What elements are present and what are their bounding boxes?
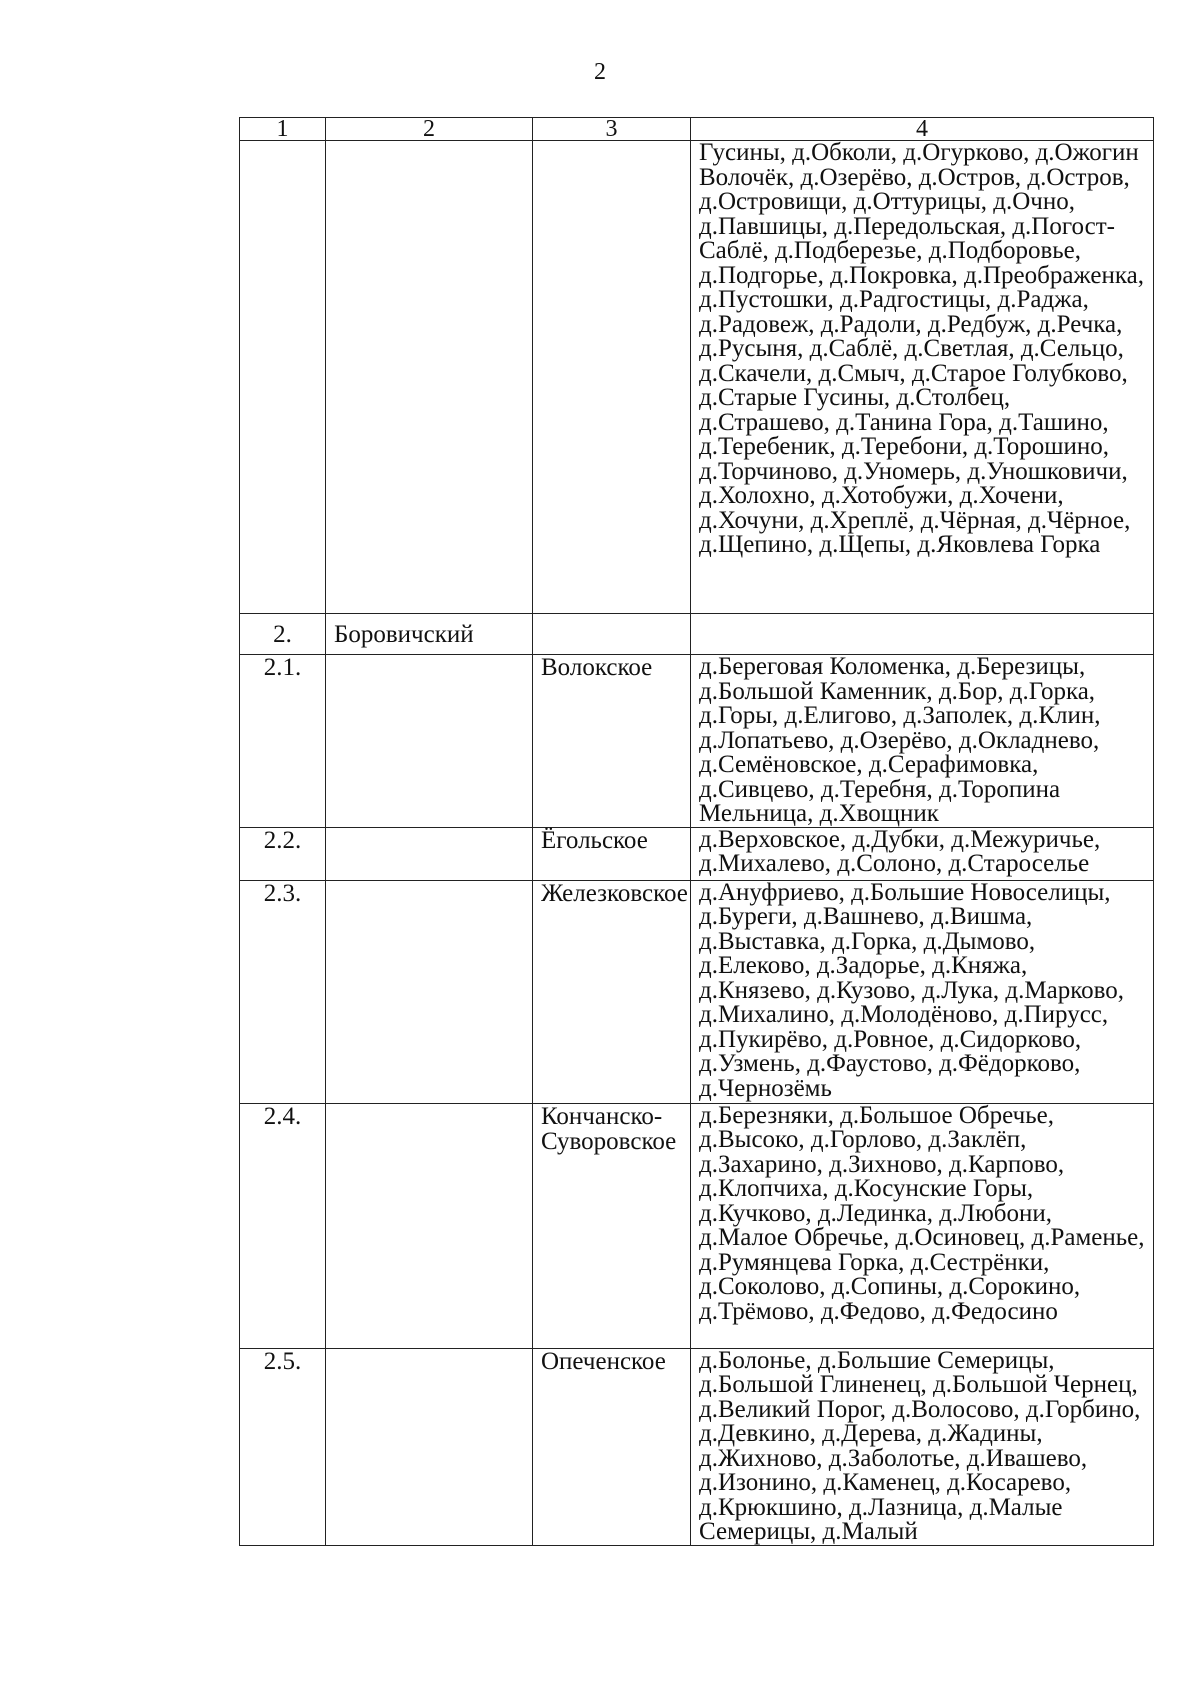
row-number: 2.1. (240, 655, 326, 828)
row-number: 2.3. (240, 880, 326, 1103)
table-body (240, 141, 1154, 1546)
table-row (240, 880, 1154, 1103)
villages-list: Гусины, д.Обколи, д.Огурково, д.Ожогин Волочёк, д.Озерёво, д.Остров, д.Остров, д.Островищи, д.Оттурицы, д.Очно, д.Павшицы, д.Передольская, д.Погост-Саблё, д.Подберезье, д.Подборовье, д.Подгорье, д.Покровка, д.Преображенка, д.Пустошки, д.Радгостицы, д.Раджа, д.Радовеж, д.Радоли, д.Редбуж, д.Речка, д.Русыня, д.Саблё, д.Светлая, д.Сельцо, д.Скачели, д.Смыч, д.Старое Голубково, д.Старые Гусины, д.Столбец, д.Страшево, д.Танина Гора, д.Ташино, д.Теребеник, д.Теребони, д.Торошино, д.Торчиново, д.Уномерь, д.Уношковичи, д.Холохно, д.Хотобужи, д.Хочени, д.Хочуни, д.Хреплё, д.Чёрная, д.Чёрное, д.Щепино, д.Щепы, д.Яковлева Горка (691, 141, 1154, 614)
district-name (326, 141, 533, 614)
settlement-name: Волокское (533, 655, 691, 828)
villages-list: д.Береговая Коломенка, д.Березицы, д.Большой Каменник, д.Бор, д.Горка, д.Горы, д.Елигово, д.Заполек, д.Клин, д.Лопатьево, д.Озерёво, д.Окладнево, д.Семёновское, д.Серафимовка, д.Сивцево, д.Теребня, д.Торопина Мельница, д.Хвощник (691, 655, 1154, 828)
district-name (326, 827, 533, 880)
row-number: 2.2. (240, 827, 326, 880)
district-name (326, 880, 533, 1103)
page-number: 2 (594, 59, 606, 85)
table-row (240, 1348, 1154, 1545)
villages-list: д.Болонье, д.Большие Семерицы, д.Большой Глиненец, д.Большой Чернец, д.Великий Порог, д.Волосово, д.Горбино, д.Девкино, д.Дерева, д.Жадины, д.Жихново, д.Заболотье, д.Ивашево, д.Изонино, д.Каменец, д.Косарево, д.Крюкшино, д.Лазница, д.Малые Семерицы, д.Малый (691, 1348, 1154, 1545)
row-number: 2.4. (240, 1103, 326, 1348)
column-header-3: 3 (533, 118, 691, 141)
district-name (326, 1348, 533, 1545)
settlement-name: Железковское (533, 880, 691, 1103)
settlements-table (239, 117, 1154, 1546)
column-header-1: 1 (240, 118, 326, 141)
row-number: 2. (240, 614, 326, 655)
villages-list: д.Верховское, д.Дубки, д.Межуричье, д.Михалево, д.Солоно, д.Староселье (691, 827, 1154, 880)
table-row (240, 141, 1154, 614)
villages-list: д.Ануфриево, д.Большие Новоселицы, д.Буреги, д.Вашнево, д.Вишма, д.Выставка, д.Горка, д.Дымово, д.Елеково, д.Задорье, д.Княжа, д.Князево, д.Кузово, д.Лука, д.Марково, д.Михалино, д.Молодёново, д.Пирусс, д.Пукирёво, д.Ровное, д.Сидорково, д.Узмень, д.Фаустово, д.Фёдорково, д.Чернозёмь (691, 880, 1154, 1103)
table-row (240, 655, 1154, 828)
table-header (240, 118, 1154, 141)
settlement-name: Кончанско-Суворовское (533, 1103, 691, 1348)
district-name (326, 1103, 533, 1348)
column-header-2: 2 (326, 118, 533, 141)
column-header-4: 4 (691, 118, 1154, 141)
settlement-name (533, 141, 691, 614)
district-name: Боровичский (326, 614, 533, 655)
header-row (240, 118, 1154, 141)
table-row (240, 614, 1154, 655)
villages-list: д.Березняки, д.Большое Обречье, д.Высоко, д.Горлово, д.Заклёп, д.Захарино, д.Зихново, д.Карпово, д.Клопчиха, д.Косунские Горы, д.Кучково, д.Лединка, д.Любони, д.Малое Обречье, д.Осиновец, д.Раменье, д.Румянцева Горка, д.Сестрёнки, д.Соколово, д.Сопины, д.Сорокино, д.Трёмово, д.Федово, д.Федосино (691, 1103, 1154, 1348)
table-row (240, 1103, 1154, 1348)
row-number (240, 141, 326, 614)
settlement-name (533, 614, 691, 655)
district-name (326, 655, 533, 828)
villages-list (691, 614, 1154, 655)
row-number: 2.5. (240, 1348, 326, 1545)
settlement-name: Ёгольское (533, 827, 691, 880)
settlement-name: Опеченское (533, 1348, 691, 1545)
table-row (240, 827, 1154, 880)
